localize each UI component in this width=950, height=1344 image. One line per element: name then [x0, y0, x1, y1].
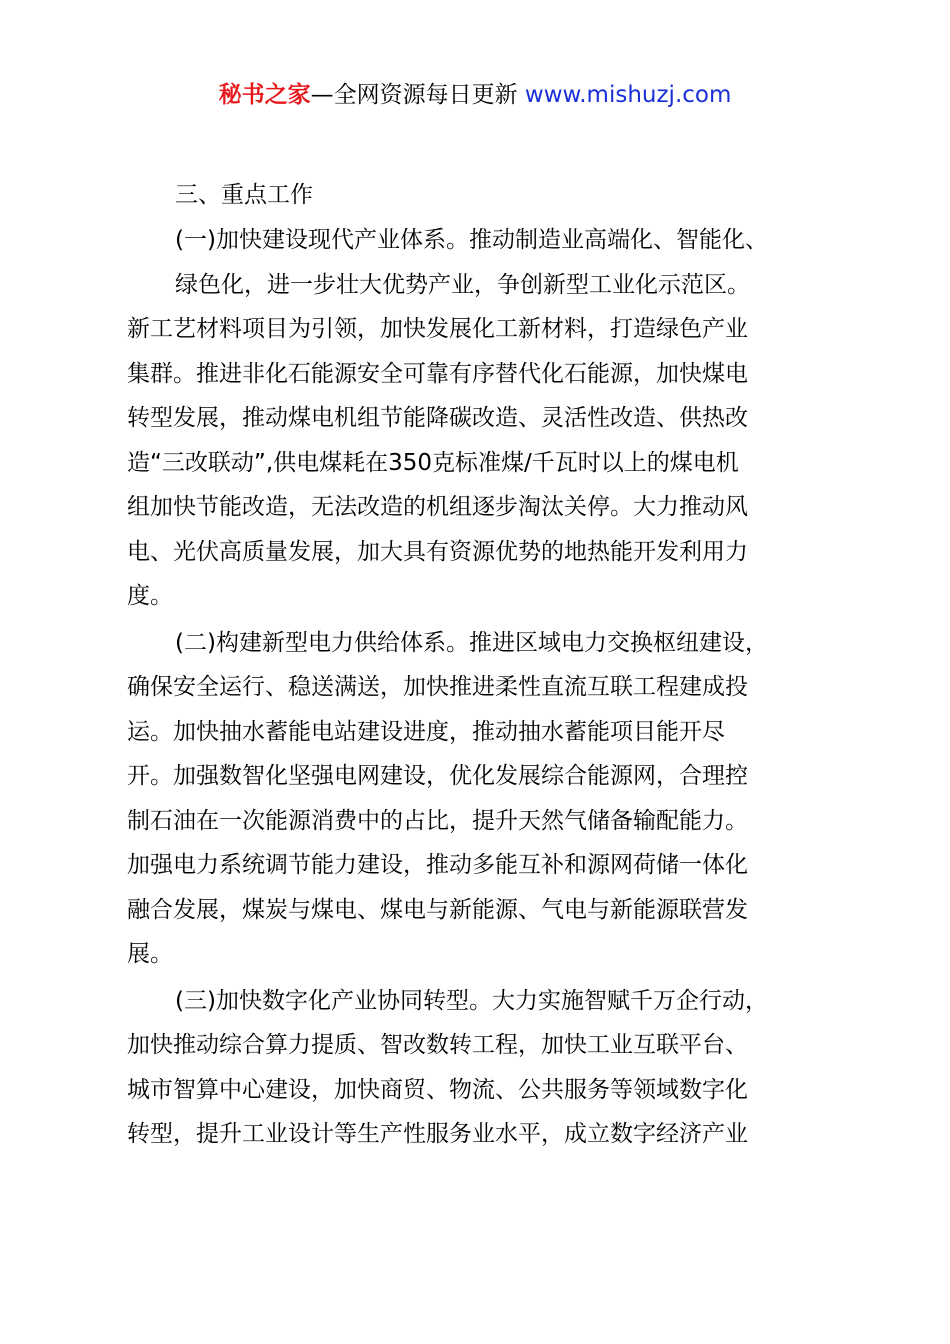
site-url-link[interactable]: www.mishuzj.com [524, 82, 732, 108]
paragraph-line: (二)构建新型电力供给体系。推进区域电力交换枢纽建设， [175, 629, 768, 656]
paragraph-line: 展。 [127, 941, 173, 967]
paragraph-2 [127, 621, 823, 977]
paragraph-line: 加强电力系统调节能力建设，推动多能互补和源网荷储一体化 [127, 852, 748, 878]
paragraph-3 [127, 979, 823, 1157]
paragraph-line: 开。加强数智化坚强电网建设，优化发展综合能源网，合理控 [127, 763, 748, 789]
paragraph-line: 确保安全运行、稳送满送，加快推进柔性直流互联工程建成投 [127, 674, 748, 700]
paragraph-line: 度。 [127, 583, 173, 609]
paragraph-line: 制石油在一次能源消费中的占比，提升天然气储备输配能力。 [127, 807, 748, 834]
paragraph-line: 转型，提升工业设计等生产性服务业水平，成立数字经济产业 [127, 1121, 748, 1147]
header-tagline: —全网资源每日更新 [310, 82, 525, 108]
page-header [0, 78, 950, 112]
paragraph-line: 组加快节能改造，无法改造的机组逐步淘汰关停。大力推动风 [127, 494, 748, 520]
paragraph-line: 运。加快抽水蓄能电站建设进度，推动抽水蓄能项目能开尽 [127, 718, 725, 745]
paragraph-line: 新工艺材料项目为引领，加快发展化工新材料，打造绿色产业 [127, 316, 748, 342]
paragraph-1 [127, 218, 823, 619]
paragraph-line: 造“三改联动”,供电煤耗在350克标准煤/千瓦时以上的煤电机 [127, 449, 739, 476]
paragraph-line: 集群。推进非化石能源安全可靠有序替代化石能源，加快煤电 [127, 360, 748, 387]
brand-name: 秘书之家 [218, 82, 311, 108]
section-heading: 三、重点工作 [175, 182, 313, 208]
paragraph-line: (一)加快建设现代产业体系。推动制造业高端化、智能化、 [175, 227, 768, 253]
paragraph-line: 城市智算中心建设，加快商贸、物流、公共服务等领域数字化 [127, 1076, 748, 1103]
paragraph-line: 融合发展，煤炭与煤电、煤电与新能源、气电与新能源联营发 [127, 896, 748, 923]
paragraph-line: (三)加快数字化产业协同转型。大力实施智赋千万企行动， [175, 987, 768, 1014]
paragraph-line: 转型发展，推动煤电机组节能降碳改造、灵活性改造、供热改 [127, 405, 748, 431]
paragraph-line: 加快推动综合算力提质、智改数转工程，加快工业互联平台、 [127, 1032, 748, 1058]
document-body [127, 174, 823, 1157]
paragraph-line: 绿色化，进一步壮大优势产业，争创新型工业化示范区。 [175, 271, 750, 298]
paragraph-line: 电、光伏高质量发展，加大具有资源优势的地热能开发利用力 [127, 538, 748, 565]
